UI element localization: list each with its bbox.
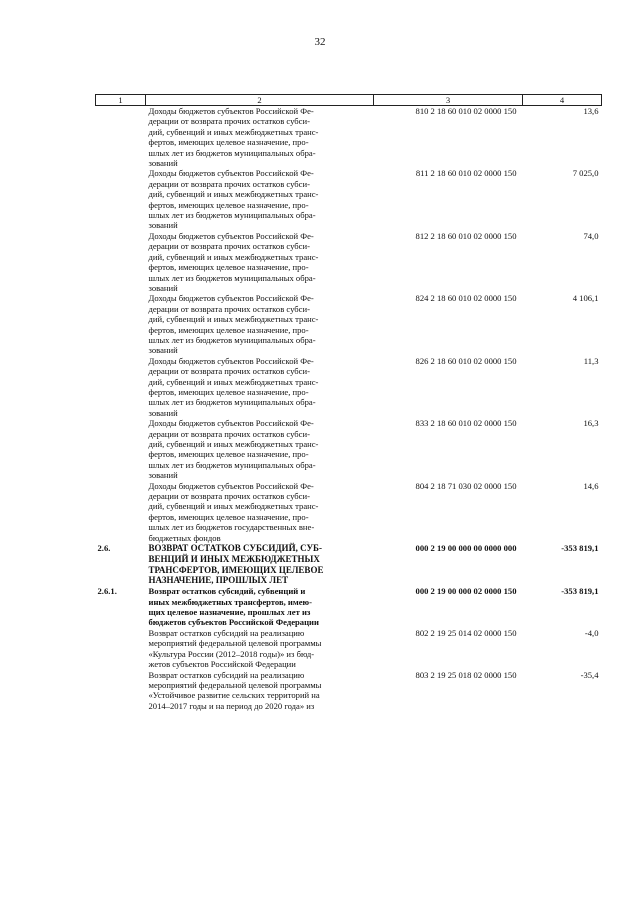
table-row	[96, 231, 602, 293]
budget-table	[95, 94, 602, 711]
table-row	[96, 586, 602, 628]
row-code: 803 2 19 25 018 02 0000 150	[415, 669, 517, 680]
row-code: 000 2 19 00 000 00 0000 000	[415, 543, 517, 554]
table-row	[96, 481, 602, 543]
row-name: Доходы бюджетов субъектов Российской Фе- дерации от возврата прочих остатков субси- дий, субвенций и иных межбюджетных транс- фертов, имеющих целевое назначение, про- шлых лет из бюджетов муниципальных обра- зований	[148, 230, 319, 293]
row-number	[96, 168, 146, 230]
table-row	[96, 293, 602, 355]
table-row	[96, 106, 602, 169]
row-code: 824 2 18 60 010 02 0000 150	[415, 293, 517, 304]
row-name: Доходы бюджетов субъектов Российской Фе- дерации от возврата прочих остатков субси- дий, субвенций и иных межбюджетных транс- фертов, имеющих целевое назначение, про- шлых лет из бюджетов муниципальных обра- зований	[148, 168, 319, 231]
table-row	[96, 628, 602, 670]
table-body	[96, 106, 602, 712]
table-row	[96, 418, 602, 480]
row-number: 2.6.1.	[97, 586, 117, 597]
row-amount: 14,6	[583, 480, 599, 491]
row-code: 833 2 18 60 010 02 0000 150	[415, 418, 517, 429]
row-code: 802 2 19 25 014 02 0000 150	[415, 627, 517, 638]
row-amount: -353 819,1	[561, 543, 599, 554]
row-number: 2.6.	[97, 543, 111, 554]
row-number	[96, 481, 146, 543]
row-name: Доходы бюджетов субъектов Российской Фе- дерации от возврата прочих остатков субси- дий, субвенций и иных межбюджетных транс- фертов, имеющих целевое назначение, про- шлых лет из бюджетов муниципальных обра- зований	[148, 355, 319, 418]
table-row	[96, 168, 602, 230]
row-number	[96, 356, 146, 418]
row-name: ВОЗВРАТ ОСТАТКОВ СУБСИДИЙ, СУБ- ВЕНЦИЙ И ИНЫХ МЕЖБЮДЖЕТНЫХ ТРАНСФЕРТОВ, ИМЕЮЩИХ ЦЕЛЕВОЕ НАЗНАЧЕНИЕ, ПРОШЛЫХ ЛЕТ	[148, 543, 324, 586]
row-code: 000 2 19 00 000 02 0000 150	[415, 586, 517, 597]
row-amount: 74,0	[583, 230, 599, 241]
row-amount: -353 819,1	[561, 586, 599, 597]
page-number: 32	[314, 36, 326, 48]
header-col-2: 2	[146, 95, 374, 106]
row-number	[96, 670, 146, 712]
row-number	[96, 106, 146, 169]
row-name: Доходы бюджетов субъектов Российской Фе- дерации от возврата прочих остатков субси- дий, субвенций и иных межбюджетных транс- фертов, имеющих целевое назначение, про- шлых лет из бюджетов государственных вне- бюджетных фондов	[148, 480, 319, 543]
row-number	[96, 231, 146, 293]
row-code: 804 2 18 71 030 02 0000 150	[415, 480, 517, 491]
header-col-1: 1	[96, 95, 146, 106]
row-code: 826 2 18 60 010 02 0000 150	[415, 355, 517, 366]
row-amount: 11,3	[583, 355, 599, 366]
row-name: Возврат остатков субсидий на реализацию мероприятий федеральной целевой программы «Культура России (2012–2018 годы)» из бюд- жетов субъектов Российской Федерации	[148, 627, 322, 670]
row-name: Доходы бюджетов субъектов Российской Фе- дерации от возврата прочих остатков субси- дий, субвенций и иных межбюджетных транс- фертов, имеющих целевое назначение, про- шлых лет из бюджетов муниципальных обра- зований	[148, 418, 319, 481]
row-number	[96, 293, 146, 355]
table-row	[96, 543, 602, 586]
row-amount: -35,4	[580, 669, 599, 680]
table-row	[96, 356, 602, 418]
row-code: 812 2 18 60 010 02 0000 150	[415, 230, 517, 241]
row-amount: 13,6	[583, 106, 599, 116]
header-col-4: 4	[523, 95, 602, 106]
row-amount: -4,0	[584, 627, 599, 638]
row-code: 811 2 18 60 010 02 0000 150	[415, 168, 517, 179]
header-col-3: 3	[374, 95, 523, 106]
row-name: Возврат остатков субсидий на реализацию мероприятий федеральной целевой программы «Устойчивое развитие сельских территорий на 2014–2017 годы и на период до 2020 года» из	[148, 669, 322, 711]
row-name: Доходы бюджетов субъектов Российской Фе- дерации от возврата прочих остатков субси- дий, субвенций и иных межбюджетных транс- фертов, имеющих целевое назначение, про- шлых лет из бюджетов муниципальных обра- зований	[148, 106, 319, 169]
row-amount: 4 106,1	[572, 293, 599, 304]
row-number	[96, 628, 146, 670]
row-number	[96, 418, 146, 480]
row-name: Доходы бюджетов субъектов Российской Фе- дерации от возврата прочих остатков субси- дий, субвенций и иных межбюджетных транс- фертов, имеющих целевое назначение, про- шлых лет из бюджетов муниципальных обра- зований	[148, 293, 319, 356]
table-row	[96, 670, 602, 712]
table-header-row	[96, 95, 602, 106]
row-amount: 16,3	[583, 418, 599, 429]
row-amount: 7 025,0	[572, 168, 599, 179]
row-code: 810 2 18 60 010 02 0000 150	[415, 106, 517, 116]
row-name: Возврат остатков субсидий, субвенций и иных межбюджетных трансфертов, имею- щих целевое назначение, прошлых лет из бюджетов субъектов Российской Федерации	[148, 586, 319, 628]
